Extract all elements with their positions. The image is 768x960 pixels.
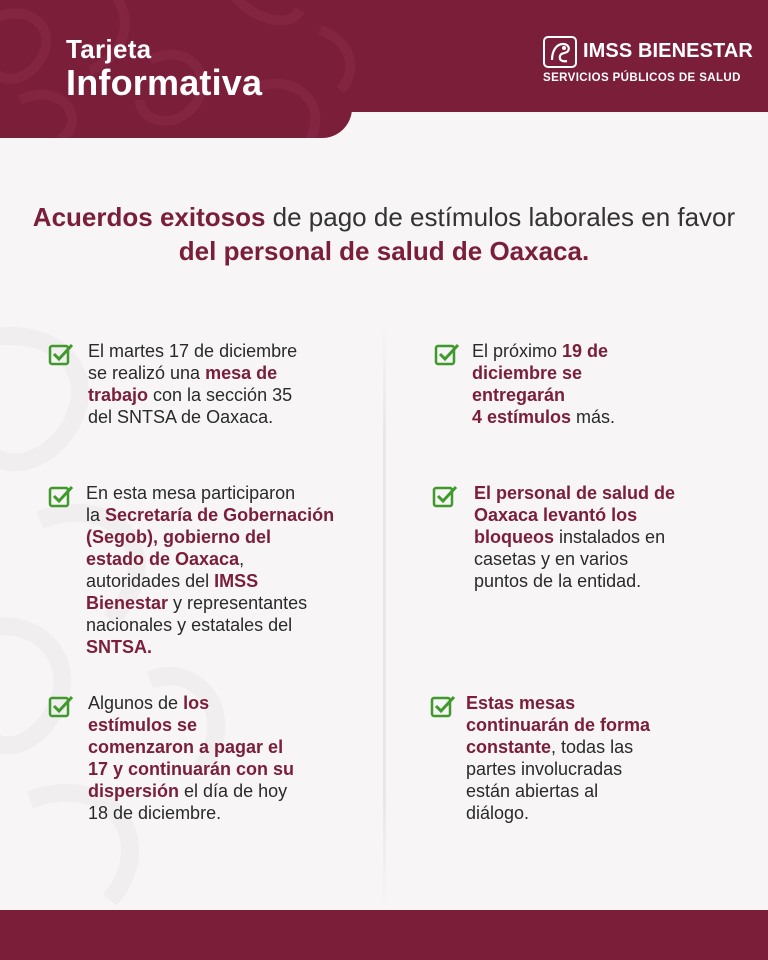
- info-item-left-2: [48, 482, 378, 662]
- text-line: [88, 780, 294, 802]
- highlight-text: Secretaría de Gobernación: [105, 505, 335, 525]
- text-line: [86, 592, 334, 614]
- highlight-text: los: [183, 693, 210, 713]
- column-divider: [383, 320, 386, 912]
- imss-bienestar-logo: [541, 34, 753, 90]
- highlight-text: continuarán de forma: [466, 715, 651, 735]
- body-text: y representantes: [168, 593, 308, 613]
- text-line: [466, 714, 650, 736]
- highlight-text: comenzaron a pagar el: [88, 737, 284, 757]
- body-text: el día de hoy: [179, 781, 288, 801]
- highlight-text: constante: [466, 737, 552, 757]
- text-line: [86, 614, 334, 636]
- text-line: [88, 362, 297, 384]
- info-item-right-3: [430, 692, 744, 832]
- info-item-right-1: [434, 340, 744, 440]
- text-line: [88, 406, 297, 428]
- item-text: [88, 340, 297, 428]
- highlight-text: bloqueos: [474, 527, 554, 547]
- body-text: casetas y en varios: [474, 549, 629, 569]
- checkbox-check-icon: [430, 694, 456, 718]
- logo-name: IMSS BIENESTAR: [583, 40, 753, 62]
- highlight-text: El personal de salud de: [474, 483, 676, 503]
- text-line: [466, 736, 650, 758]
- text-line: [86, 526, 334, 548]
- highlight-text: 19 de: [562, 341, 609, 361]
- body-text: del SNTSA de Oaxaca.: [88, 407, 274, 427]
- body-text: El martes 17 de diciembre: [88, 341, 298, 361]
- body-text: ,: [239, 549, 245, 569]
- text-line: [472, 340, 615, 362]
- body-text: diálogo.: [466, 803, 530, 823]
- item-text: [466, 692, 650, 824]
- text-line: [86, 548, 334, 570]
- highlight-text: mesa de: [205, 363, 278, 383]
- info-item-right-2: [432, 482, 744, 602]
- checkbox-check-icon: [432, 484, 458, 508]
- text-line: [88, 758, 294, 780]
- item-text: [474, 482, 675, 592]
- text-line: [466, 780, 650, 802]
- body-text: la: [86, 505, 106, 525]
- footer-band: [0, 910, 768, 960]
- highlight-text: 17 y continuarán con su: [88, 759, 295, 779]
- text-line: [466, 692, 650, 714]
- highlight-text: SNTSA.: [86, 637, 153, 657]
- checkbox-check-icon: [48, 694, 74, 718]
- heading-bold-1: Acuerdos exitosos: [32, 202, 266, 232]
- body-text: autoridades del: [86, 571, 215, 591]
- text-line: [88, 692, 294, 714]
- checkbox-check-icon: [434, 342, 460, 366]
- imss-bienestar-logo-icon: [543, 36, 577, 68]
- heading-regular: de pago de estímulos laborales en favor: [265, 202, 736, 232]
- heading-bold-2: del personal de salud de Oaxaca.: [178, 236, 590, 266]
- item-text: [472, 340, 615, 428]
- checkbox-check-icon: [48, 342, 74, 366]
- body-text: se realizó una: [88, 363, 206, 383]
- info-item-left-1: [48, 340, 368, 440]
- main-heading: [30, 200, 738, 268]
- text-line: [466, 758, 650, 780]
- highlight-text: dispersión: [88, 781, 180, 801]
- highlight-text: IMSS: [214, 571, 259, 591]
- body-text: , todas las: [551, 737, 634, 757]
- text-line: [474, 526, 675, 548]
- text-line: [472, 362, 615, 384]
- title-line-1: Tarjeta: [66, 34, 152, 64]
- title-line-2: Informativa: [66, 62, 263, 103]
- text-line: [86, 570, 334, 592]
- body-text: nacionales y estatales del: [86, 615, 293, 635]
- body-text: Algunos de: [88, 693, 184, 713]
- highlight-text: Oaxaca levantó los: [474, 505, 638, 525]
- item-text: [86, 482, 334, 658]
- text-line: [88, 802, 294, 824]
- body-text: 18 de diciembre.: [88, 803, 222, 823]
- text-line: [472, 406, 615, 428]
- highlight-text: trabajo: [88, 385, 149, 405]
- body-text: están abiertas al: [466, 781, 599, 801]
- item-text: [88, 692, 294, 824]
- info-item-left-3: [48, 692, 368, 832]
- text-line: [466, 802, 650, 824]
- body-text: En esta mesa participaron: [86, 483, 296, 503]
- text-line: [88, 736, 294, 758]
- text-line: [474, 504, 675, 526]
- highlight-text: estímulos se: [88, 715, 198, 735]
- highlight-text: Bienestar: [86, 593, 169, 613]
- highlight-text: 4 estímulos: [472, 407, 572, 427]
- highlight-text: Estas mesas: [466, 693, 576, 713]
- text-line: [474, 548, 675, 570]
- checkbox-check-icon: [48, 484, 74, 508]
- body-text: partes involucradas: [466, 759, 623, 779]
- text-line: [86, 636, 334, 658]
- text-line: [86, 482, 334, 504]
- text-line: [88, 384, 297, 406]
- text-line: [474, 570, 675, 592]
- body-text: con la sección 35: [148, 385, 293, 405]
- highlight-text: estado de Oaxaca: [86, 549, 240, 569]
- text-line: [88, 340, 297, 362]
- text-line: [472, 384, 615, 406]
- body-text: instalados en: [554, 527, 666, 547]
- highlight-text: diciembre se: [472, 363, 583, 383]
- logo-subtitle: SERVICIOS PÚBLICOS DE SALUD: [543, 72, 741, 84]
- text-line: [88, 714, 294, 736]
- text-line: [86, 504, 334, 526]
- highlight-text: (Segob), gobierno del: [86, 527, 271, 547]
- body-text: puntos de la entidad.: [474, 571, 642, 591]
- highlight-text: entregarán: [472, 385, 566, 405]
- text-line: [474, 482, 675, 504]
- body-text: El próximo: [472, 341, 563, 361]
- body-text: más.: [571, 407, 616, 427]
